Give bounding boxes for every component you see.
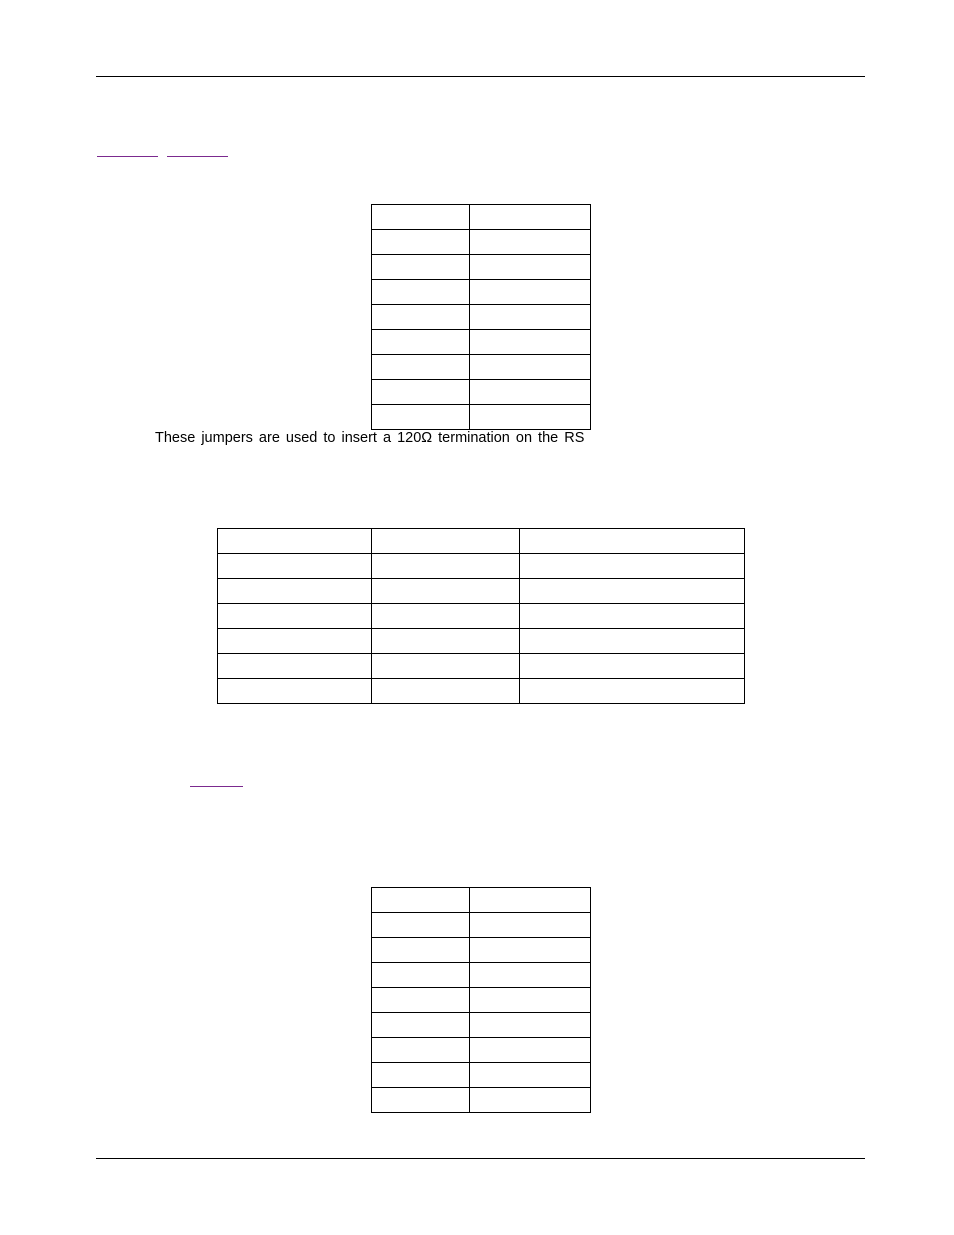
table-row <box>372 1063 591 1088</box>
table-cell <box>470 938 591 963</box>
table-row <box>218 529 745 554</box>
table-cell <box>372 654 520 679</box>
termination-paragraph: These jumpers are used to insert a 120Ω termination on the RS <box>155 430 585 446</box>
table-row <box>372 963 591 988</box>
table-row <box>218 629 745 654</box>
table-cell <box>372 988 470 1013</box>
table-cell <box>372 255 470 280</box>
table-cell <box>372 1063 470 1088</box>
table-cell <box>372 1038 470 1063</box>
table-cell <box>470 1088 591 1113</box>
table-row <box>372 988 591 1013</box>
table-cell <box>218 629 372 654</box>
table-row <box>372 888 591 913</box>
hyperlink-underline[interactable] <box>97 156 158 157</box>
table-row <box>218 554 745 579</box>
table-row <box>372 405 591 430</box>
table-cell <box>470 963 591 988</box>
table-cell <box>470 1063 591 1088</box>
table-cell <box>372 529 520 554</box>
table-cell <box>470 380 591 405</box>
table-row <box>372 380 591 405</box>
table-cell <box>470 305 591 330</box>
table-cell <box>372 205 470 230</box>
table-row <box>218 654 745 679</box>
table-cell <box>372 604 520 629</box>
table-cell <box>372 963 470 988</box>
table-row <box>372 330 591 355</box>
table-cell <box>520 554 745 579</box>
table-cell <box>520 654 745 679</box>
table-cell <box>372 629 520 654</box>
table-row <box>372 1038 591 1063</box>
table-cell <box>218 579 372 604</box>
table-row <box>372 913 591 938</box>
table-cell <box>218 554 372 579</box>
table-row <box>372 305 591 330</box>
table-row <box>372 255 591 280</box>
table-cell <box>218 529 372 554</box>
table-cell <box>372 380 470 405</box>
table-row <box>372 1088 591 1113</box>
table-cell <box>470 230 591 255</box>
table-cell <box>470 355 591 380</box>
table-cell <box>218 604 372 629</box>
table-cell <box>372 355 470 380</box>
table-row <box>372 230 591 255</box>
jumper-table-2 <box>217 528 745 704</box>
table-cell <box>218 679 372 704</box>
table-row <box>372 938 591 963</box>
table-cell <box>218 654 372 679</box>
table-cell <box>372 888 470 913</box>
table-cell <box>372 679 520 704</box>
table-cell <box>470 1013 591 1038</box>
table-cell <box>520 529 745 554</box>
table-cell <box>520 679 745 704</box>
hyperlink-underline[interactable] <box>190 786 243 787</box>
table-cell <box>372 554 520 579</box>
table-row <box>218 604 745 629</box>
jumper-table-1 <box>371 204 591 430</box>
table-row <box>372 355 591 380</box>
table-row <box>218 579 745 604</box>
table-cell <box>470 888 591 913</box>
table-row <box>372 280 591 305</box>
table-row <box>372 1013 591 1038</box>
table-cell <box>372 1088 470 1113</box>
table-cell <box>470 330 591 355</box>
table-cell <box>520 579 745 604</box>
table-cell <box>372 330 470 355</box>
header-rule <box>96 76 865 77</box>
table-cell <box>520 604 745 629</box>
table-cell <box>372 579 520 604</box>
table-cell <box>470 1038 591 1063</box>
table-cell <box>372 230 470 255</box>
footer-rule <box>96 1158 865 1159</box>
table-cell <box>372 913 470 938</box>
table-cell <box>470 255 591 280</box>
table-row <box>372 205 591 230</box>
table-cell <box>372 405 470 430</box>
table-cell <box>470 280 591 305</box>
table-cell <box>470 913 591 938</box>
table-cell <box>470 988 591 1013</box>
table-cell <box>372 1013 470 1038</box>
table-row <box>218 679 745 704</box>
table-cell <box>372 938 470 963</box>
table-cell <box>520 629 745 654</box>
table-cell <box>372 280 470 305</box>
table-cell <box>470 205 591 230</box>
table-cell <box>470 405 591 430</box>
table-cell <box>372 305 470 330</box>
hyperlink-underline[interactable] <box>167 156 228 157</box>
jumper-table-3 <box>371 887 591 1113</box>
